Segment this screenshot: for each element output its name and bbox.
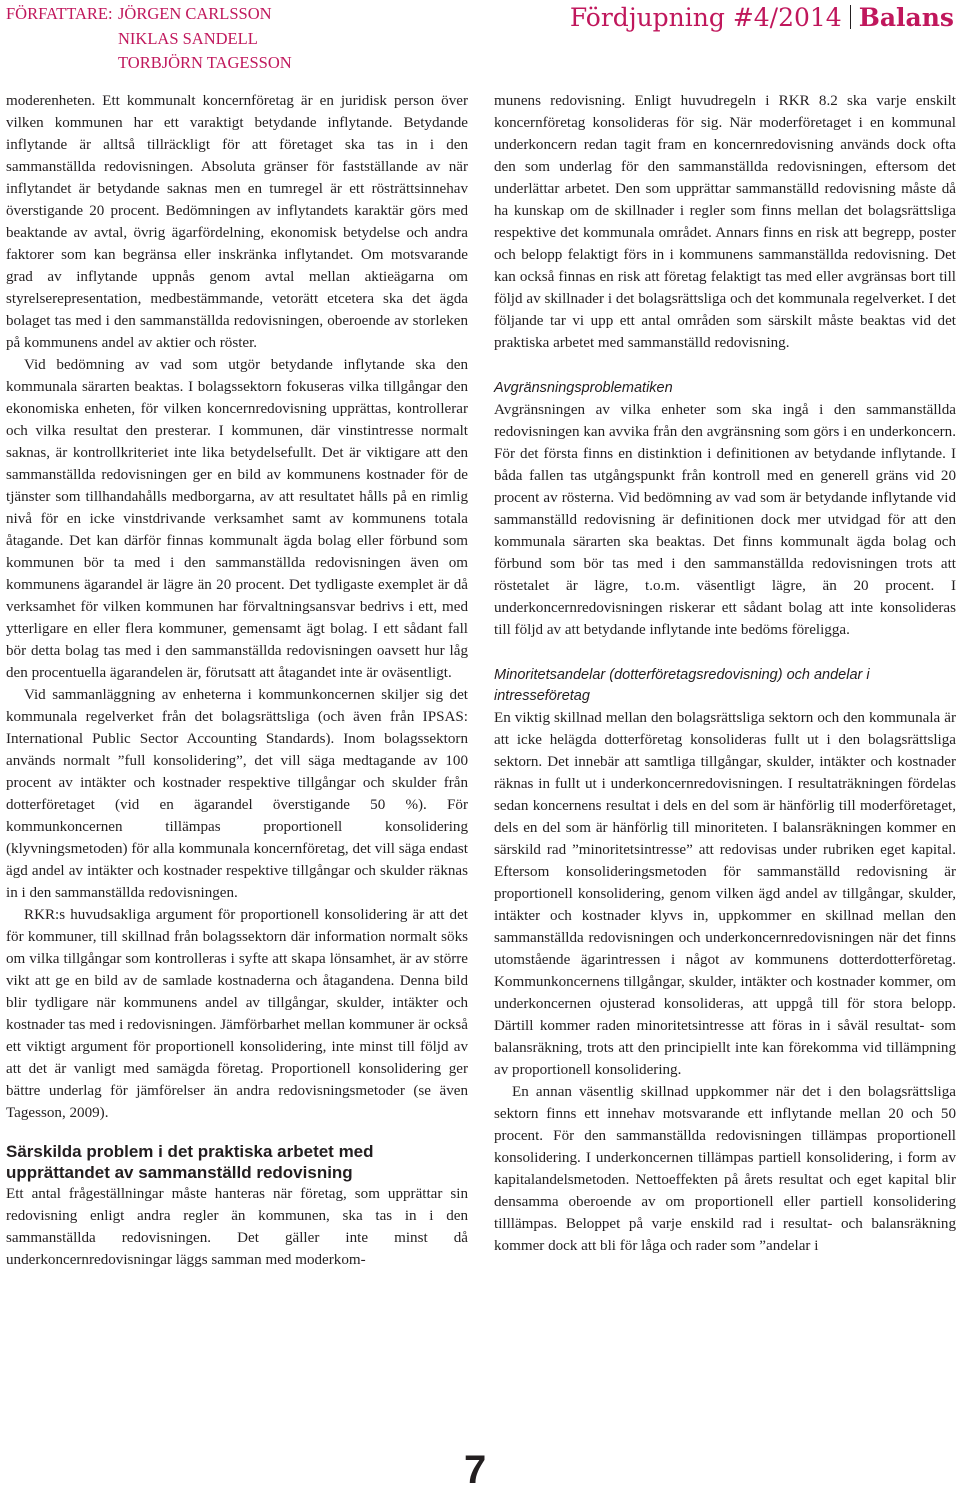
right-column	[494, 90, 956, 1257]
page-header	[0, 0, 960, 80]
paragraph: RKR:s huvudsakliga argument för proportionell konsolidering är att det för kommuner, till skillnad från bolagssektorn där information normalt söks om vilka tillgångar som kontrolleras i syfte att skapa lönsamhet, är av större vikt att ge en bild av de samlade kostnaderna och åtagandena. Denna bild blir tydligare när kommunens andel av tillgångar, skulder, intäkter och kostnader tas med i redovisningen. Jämförbarhet mellan kommuner är också ett viktigt argument för proportionell konsolidering, inte minst till följd av att det är vanligt med samägda företag. Proportionell konsolidering ger bättre underlag för jämförelser än andra redovisningsmetoder (se även Tagesson, 2009).	[6, 907, 468, 1121]
paragraph: moderenheten. Ett kommunalt koncernföretag är en juridisk person över vilken kommunen har ett varaktigt betydande inflytande. Betydande inflytande är alltså tillräckligt för att företaget ska tas in i den sammanställda redovisningen. Absoluta gränser för fastställande av när inflytandet är betydande saknas men en tumregel är ett rösträttsinnehav överstigande 20 procent. Bedömningen av inflytandets karaktär görs med beaktande av avtal, övrig ägarfördelning, ekonomisk betydelse och andra faktorer som kan begränsa eller inskränka inflytandet. Om motsvarande grad av inflytande uppnås genom avtal mellan aktieägarna om styrelserepresentation, medbestämmande, vetorätt etcetera ska det ägda bolaget tas med i den sammanställda redovisningen, oberoende av storleken på kommunens andel av aktier och röster.	[6, 93, 468, 351]
author-3: TORBJÖRN TAGESSON	[118, 53, 292, 72]
section-heading: Särskilda problem i det praktiska arbetet med upprättandet av sammanställd redovisning	[6, 1142, 374, 1182]
paragraph: Vid sammanläggning av enheterna i kommunkoncernen skiljer sig det kommunala regelverket från det bolagsrättsliga (och även från IPSAS: International Public Sector Accounting Standards). Inom bolagssektorn används normalt ”full konsolidering”, det vill säga medtagande av 100 procent av intäkter och kostnader respektive tillgångar och skulder från dotterföretaget (vid en ägarandel överstigande 50 %). För kommunkoncernen tillämpas proportionell konsolidering (klyvningsmetoden) för alla kommunala koncernföretag, det vill säga endast ägd andel av intäkter och kostnader respektive tillgångar och skulder räknas in i den sammanställda redovisningen.	[6, 687, 468, 901]
paragraph: Vid bedömning av vad som utgör betydande inflytande ska den kommunala särarten beaktas. I bolagssektorn fokuseras vilka tillgångar den ekonomiska enheten, för vilken koncernredovisning upprättas, kontrollerar och vilka resultat den presterar. I kommunen, där vinstintresse normalt saknas, är kontrollkriteriet inte lika betydelsefullt. Det är viktigare att den sammanställda redovisningen ger en bild av kommunens kostnader för de tjänster som tillhandahålls medborgarna, av att resultatet hålls på en rimlig nivå för en icke vinstdrivande verksamhet samt av kommunens totala åtagande. Det kan därför finnas kommunalt ägda bolag eller förbund som kommunen bör ta med i den sammanställda redovisningen även om kommunens ägarandel är lägre än 20 procent. Det tydligaste exemplet är då verksamhet för vilken kommunen har förvaltningsansvar bedrivs i ett, med ytterligare en eller flera kommuner, gemensamt ägt bolag. I ett sådant fall bör detta bolag tas med i den sammanställda redovisningen oavsett hur låg den procentuella ägarandelen är, förutsatt att åtagandet inte är oväsentligt.	[6, 357, 468, 681]
subheading: Minoritetsandelar (dotterföretagsredovisning) och andelar i intresseföretag	[494, 667, 870, 704]
author-2: NIKLAS SANDELL	[118, 28, 258, 48]
left-column	[6, 90, 468, 1271]
journal-issue: Fördjupning #4/2014	[569, 3, 842, 32]
journal-title	[570, 3, 954, 32]
author-1: JÖRGEN CARLSSON	[118, 4, 272, 23]
subheading: Avgränsningsproblematiken	[494, 380, 673, 396]
journal-name: Balans	[858, 3, 954, 32]
authors-label: FÖRFATTARE:	[6, 4, 113, 23]
paragraph: En annan väsentlig skillnad uppkommer när det i den bolagsrättsliga sektorn finns ett innehav motsvarande ett inflytande mellan 20 och 50 procent. För den sammanställda redovisningen tillämpas proportionell konsolidering. I underkoncernen tillämpas partiell konsolidering, i form av kapitalandelsmetoden. Nettoeffekten på årets resultat och eget kapital blir densamma oberoende av om proportionell eller partiell konsolidering tilllämpas. Beloppet på varje enskild rad i resultat- och balansräkning kommer dock att bli för låga och rader som ”andelar i	[494, 1084, 956, 1254]
page-number: 7	[464, 1448, 487, 1492]
paragraph: Ett antal frågeställningar måste hanteras när företag, som upprättar sin redovisning enligt andra regler än kommunen, ska tas in i den sammanställda redovisningen. Det gäller inte minst då underkoncernredovisningar läggs samman med moderkom-	[6, 1186, 468, 1268]
title-divider	[850, 5, 851, 29]
paragraph: En viktig skillnad mellan den bolagsrättsliga sektorn och den kommunala är att icke helägda dotterföretag konsolideras fullt ut i den bolagsrättsliga sektorn. Det innebär att samtliga tillgångar, skulder, intäkter och kostnader räknas in fullt ut i underkoncernredovisningen. I resultaträkningen fördelas sedan koncernens resultat i dels en del som är hänförlig till moderföretaget, dels en del som är hänförlig till minoriteten. I balansräkningen kommer en särskild rad ”minoritetsintresse” att redovisas under rubriken eget kapital. Eftersom konsolideringsmetoden för sammanställd redovisning är proportionell konsolidering, genom vilken ägd andel av tillgångar, skulder, intäkter och kostnader klyvs in, uppkommer en skillnad mellan den sammanställda redovisningen och underkoncernredovisningen när det finns utomstående ägarintressen i något av kommunens dotterdotterföretag. Kommunkoncernens tillgångar, skulder, intäkter och kostnader kommer, om underkoncernen ojusterad konsolideras, att uppgå till för stora belopp. Därtill kommer raden minoritetsintresse att föras in i såväl resultat- som balansräkning, trots att den principiellt inte kan förekomma vid tillämpning av proportionell konsolidering.	[494, 710, 956, 1078]
paragraph: Avgränsningen av vilka enheter som ska ingå i den sammanställda redovisningen kan avvika från den avgränsning som görs i en underkoncern. För det första finns en distinktion i definitionen av betydande inflytande. I båda fallen tas utgångspunkt från kontroll med en generell gräns vid 20 procent av rösterna. Vid bedömning av vad som är betydande inflytande vid sammanställd redovisning är definitionen dock mer utvidgad för att den kommunala särarten ska beaktas. Det finns kommunalt ägda bolag och förbund som bör tas med i den sammanställda redovisningen trots att röstetalet är lägre, t.o.m. väsentligt lägre, än 20 procent. I underkoncernredovisningen riskerar ett sådant bolag att inte konsolideras till följd av att betydande inflytande inte bedöms föreligga.	[494, 402, 956, 638]
paragraph: munens redovisning. Enligt huvudregeln i RKR 8.2 ska varje enskilt koncernföretag konsolideras för sig. När moderföretaget i en kommunal underkoncern redan tagit fram en koncernredovisning används dock ofta den som underlag för den sammanställda redovisningen, eftersom det underlättar arbetet. Den som upprättar sammanställd redovisning måste då ha kunskap om de skillnader i regler som finns mellan det bolagsrättsliga respektive det kommunala området. Annars finns en risk att begrepp, poster och belopp felaktigt förs in i kommunens sammanställda redovisning. Det kan också finnas en risk att företag felaktigt tas med eller avgränsas bort till följd av skillnader i det bolagsrättsliga och det kommunala regelverket. I det följande tar vi upp ett antal områden som särskilt måste beaktas vid det praktiska arbetet med sammanställd redovisning.	[494, 93, 956, 351]
authors-block	[6, 2, 292, 76]
